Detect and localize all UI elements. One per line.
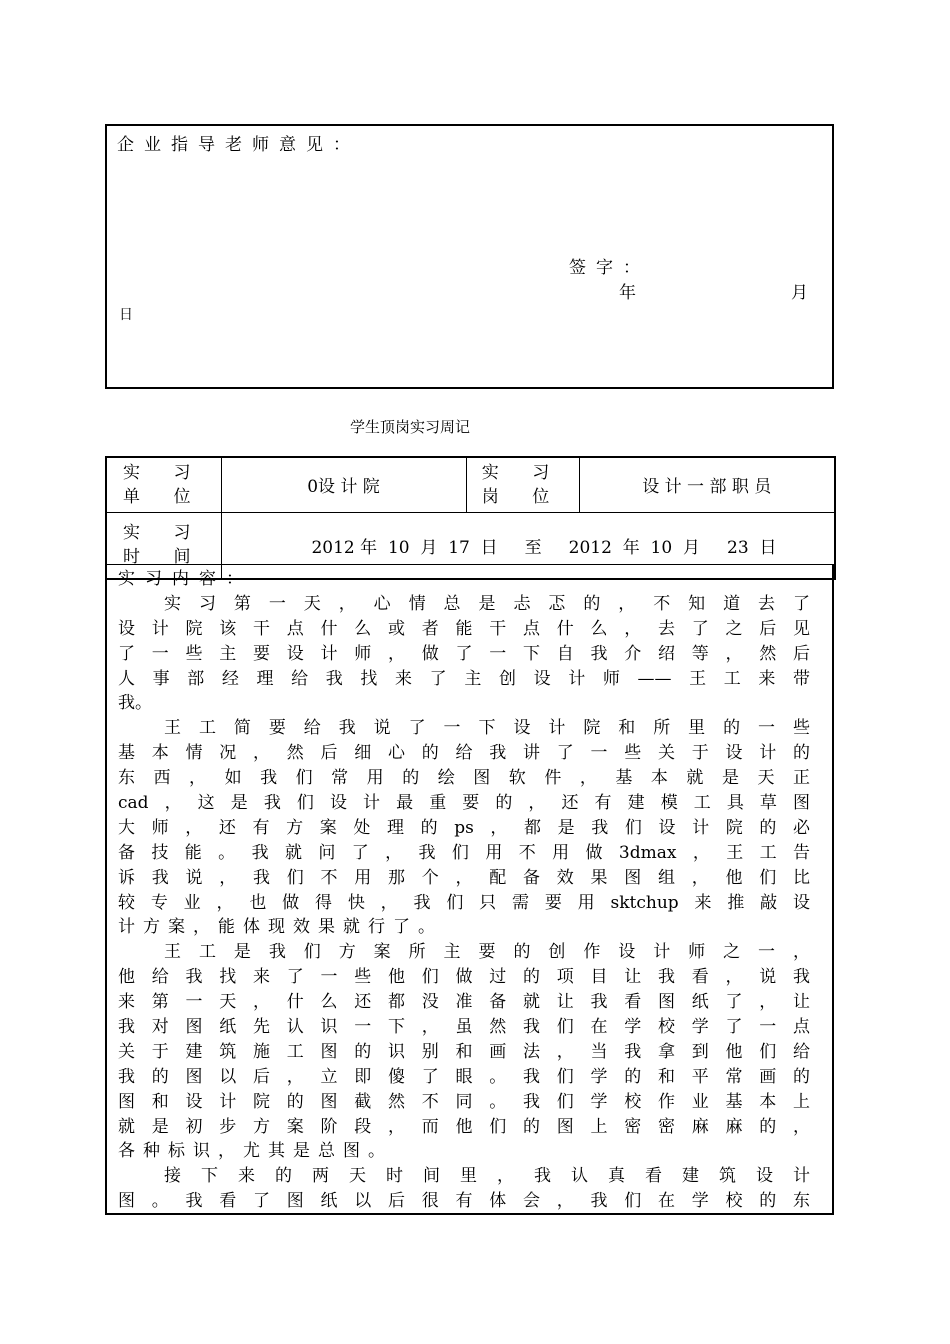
content-line: 我对图纸先认识一下，虽然我们在学校学了一点 bbox=[118, 1017, 810, 1038]
content-line: 关于建筑施工图的识别和画法，当我拿到他们给 bbox=[118, 1041, 810, 1062]
content-line: 接下来的两天时间里，我认真看建筑设计 bbox=[164, 1166, 810, 1187]
post-label-line1: 实 习 bbox=[481, 462, 564, 483]
content-line: 了一些主要设计师，做了一下自我介绍等，然后 bbox=[118, 643, 810, 664]
post-label-cell bbox=[466, 457, 579, 512]
content-line: 王工简要给我说了一下设计院和所里的一些 bbox=[164, 718, 810, 739]
unit-label-line1: 实 习 bbox=[123, 462, 205, 483]
content-label: 实习内容： bbox=[118, 569, 253, 589]
content-line: 各种标识，尤其是总图。 bbox=[118, 1141, 393, 1162]
month-label: 月 bbox=[791, 283, 808, 303]
content-line: 图和设计院的图截然不同。我们学校作业基本上 bbox=[118, 1091, 810, 1112]
content-line: 图。我看了图纸以后很有体会，我们在学校的东 bbox=[118, 1191, 810, 1212]
content-line: 我。 bbox=[118, 693, 152, 714]
unit-label-cell bbox=[106, 457, 221, 512]
content-line: cad，这是我们设计最重要的，还有建模工具草图 bbox=[118, 793, 810, 814]
unit-label-line2: 单 位 bbox=[123, 486, 205, 507]
content-line: 他给我找来了一些他们做过的项目让我看，说我 bbox=[118, 967, 810, 988]
day-label: 日 bbox=[119, 307, 133, 323]
time-label-line1: 实 习 bbox=[123, 523, 205, 543]
opinion-label: 企业指导老师意见： bbox=[117, 135, 360, 155]
content-line: 王工是我们方案所主要的创作设计师之一， bbox=[164, 942, 810, 963]
content-line: 计方案，能体现效果就行了。 bbox=[118, 917, 443, 938]
time-label-line2: 时 间 bbox=[123, 547, 205, 567]
content-line: 较专业，也做得快，我们只需要用sktchup来推敲设 bbox=[118, 892, 810, 913]
content-line: 东西，如我们常用的绘图软件，基本就是天正 bbox=[118, 768, 810, 789]
signature-label: 签字： bbox=[569, 258, 650, 278]
content-line: 人事部经理给我找来了主创设计师——王工来带 bbox=[118, 668, 810, 689]
content-lines bbox=[118, 567, 810, 1214]
content-line: 来第一天，什么还都没准备就让我看图纸了，让 bbox=[118, 992, 810, 1013]
unit-value: 0设 计 院 bbox=[221, 457, 466, 512]
info-table bbox=[105, 456, 836, 580]
content-line: 大师，还有方案处理的ps，都是我们设计院的必 bbox=[118, 817, 810, 838]
year-label: 年 bbox=[619, 283, 636, 303]
content-line: 我的图以后，立即傻了眼。我们学的和平常画的 bbox=[118, 1066, 810, 1087]
content-line: 基本情况，然后细心的给我讲了一些关于设计的 bbox=[118, 743, 810, 764]
content-box bbox=[105, 564, 834, 1215]
supervisor-opinion-box bbox=[105, 124, 834, 389]
post-value: 设 计 一 部 职 员 bbox=[579, 457, 835, 512]
post-label-line2: 岗 位 bbox=[481, 486, 564, 507]
page-title: 学生顶岗实习周记 bbox=[350, 418, 471, 436]
content-line: 就是初步方案阶段，而他们的图上密密麻麻的， bbox=[118, 1116, 810, 1137]
content-line: 实习第一天，心情总是忐忑的，不知道去了 bbox=[164, 593, 810, 614]
content-line: 设计院该干点什么或者能干点什么，去了之后见 bbox=[118, 618, 810, 639]
content-line: 备技能。我就问了，我们用不用做3dmax，王工告 bbox=[118, 842, 810, 863]
time-value-text: 2012 年 10 月 17 日 至 2012 年 10 月 23 日 bbox=[311, 537, 777, 558]
content-line: 诉我说，我们不用那个，配备效果图组，他们比 bbox=[118, 867, 810, 888]
